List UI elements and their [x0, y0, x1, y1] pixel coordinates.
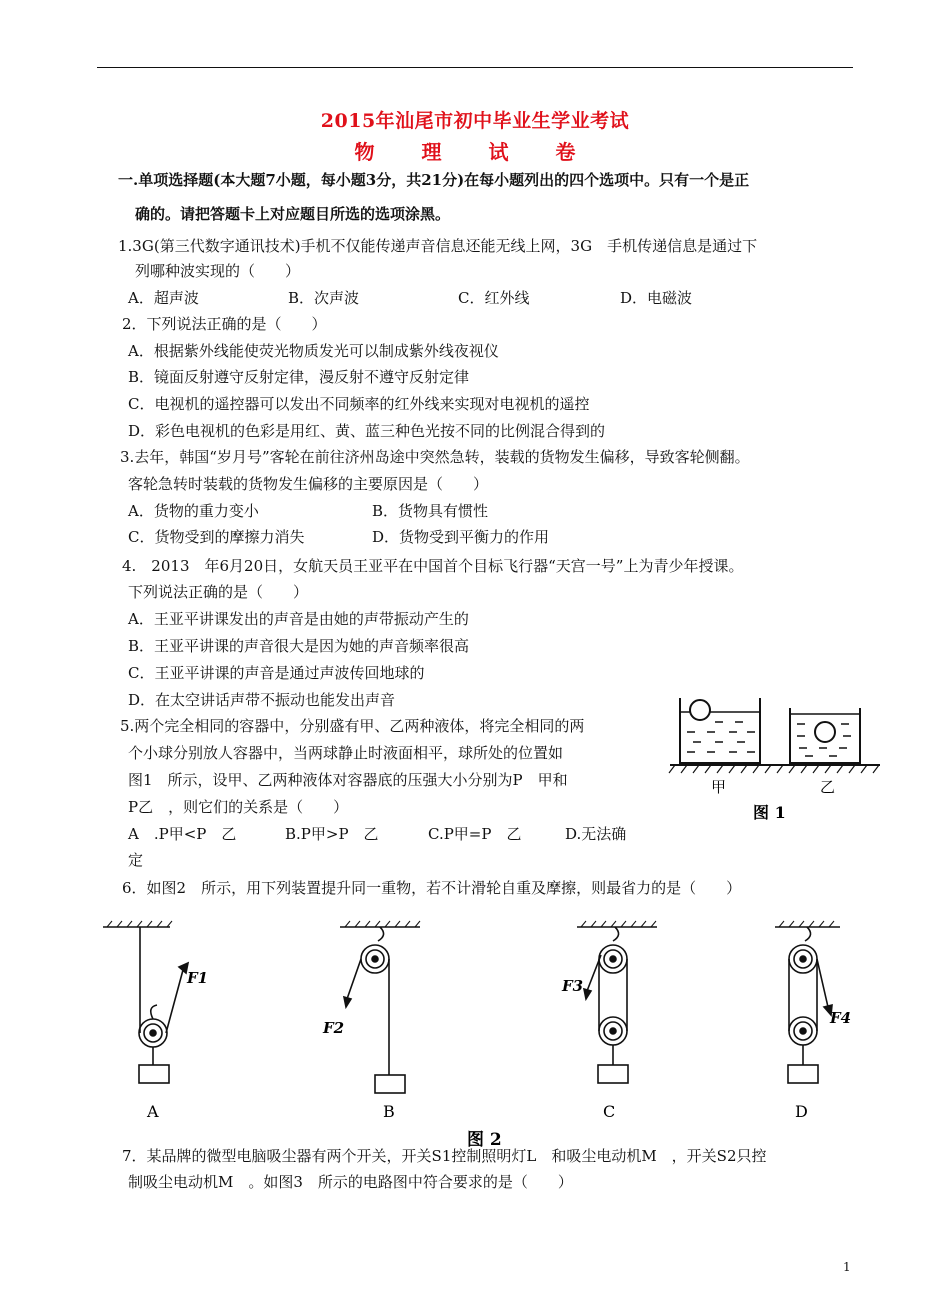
- q7-stem-line1: 7．某品牌的微型电脑吸尘器有两个开关，开关S1控制照明灯L 和吸尘电动机M ，开关S2只控: [122, 1147, 767, 1165]
- q3-stem-line1: 3.去年，韩国“岁月号”客轮在前往济州岛途中突然急转，装载的货物发生偏移，导致客轮侧翻。: [120, 448, 750, 466]
- pulley-setup-b: [340, 921, 420, 1093]
- section-heading-line2: 确的。请把答题卡上对应题目所选的选项涂黑。: [135, 205, 451, 223]
- pulley-setup-c: [577, 921, 657, 1083]
- setup-label-b: B: [383, 1102, 395, 1121]
- q3-stem-line2: 客轮急转时装载的货物发生偏移的主要原因是（ ）: [128, 475, 489, 493]
- q2-option-b: B．镜面反射遵守反射定律，漫反射不遵守反射定律: [128, 368, 470, 386]
- figure-1-containers: [665, 690, 885, 830]
- setup-label-a: A: [147, 1102, 159, 1121]
- pulley-setup-a: [103, 921, 188, 1135]
- q1-option-c: C．红外线: [458, 289, 530, 307]
- q1-stem-line1: 1.3G(第三代数字通讯技术)手机不仅能传递声音信息还能无线上网，3G 手机传递信息是通过下: [118, 237, 758, 255]
- q4-option-d: D．在太空讲话声带不振动也能发出声音: [128, 691, 396, 709]
- q1-option-b: B．次声波: [288, 289, 360, 307]
- force-label-f2: F2: [323, 1019, 345, 1037]
- q3-option-d: D．货物受到平衡力的作用: [372, 528, 550, 546]
- q5-stem-line3: 图1 所示，设甲、乙两种液体对容器底的压强大小分别为P 甲和: [128, 771, 568, 789]
- setup-label-c: C: [603, 1102, 616, 1121]
- q2-stem: 2．下列说法正确的是（ ）: [122, 315, 327, 333]
- figure-2-pulleys: [95, 915, 855, 1150]
- q4-option-c: C．王亚平讲课的声音是通过声波传回地球的: [128, 664, 425, 682]
- fig1-caption: 图 1: [753, 803, 786, 822]
- q5-stem-line1: 5.两个完全相同的容器中，分别盛有甲、乙两种液体，将完全相同的两: [120, 717, 585, 735]
- top-rule: [97, 67, 853, 68]
- setup-label-d: D: [795, 1102, 808, 1121]
- q6-stem: 6．如图2 所示，用下列装置提升同一重物，若不计滑轮自重及摩擦，则最省力的是（ ）: [122, 879, 742, 897]
- force-label-f4: F4: [830, 1009, 852, 1027]
- fig1-label-yi: 乙: [820, 778, 836, 796]
- ball-yi: [815, 722, 835, 742]
- q7-stem-line2: 制吸尘电动机M 。如图3 所示的电路图中符合要求的是（ ）: [128, 1173, 573, 1191]
- q1-option-d: D．电磁波: [620, 289, 693, 307]
- q4-stem-line2: 下列说法正确的是（ ）: [128, 583, 309, 601]
- q4-option-a: A．王亚平讲课发出的声音是由她的声带振动产生的: [128, 610, 469, 628]
- q1-option-a: A．超声波: [128, 289, 199, 307]
- q5-option-b: B.P甲>P 乙: [285, 825, 379, 843]
- exam-title: 2015年汕尾市初中毕业生学业考试: [320, 110, 630, 132]
- q3-option-c: C．货物受到的摩擦力消失: [128, 528, 305, 546]
- q1-stem-line2: 列哪种波实现的（ ）: [135, 262, 301, 280]
- fig1-label-jia: 甲: [711, 778, 727, 796]
- q3-option-a: A．货物的重力变小: [128, 502, 259, 520]
- q2-option-c: C．电视机的遥控器可以发出不同频率的红外线来实现对电视机的遥控: [128, 395, 590, 413]
- fig2-caption: 图 2: [467, 1130, 502, 1150]
- q3-option-b: B．货物具有惯性: [372, 502, 489, 520]
- q5-option-d: D.无法确: [565, 825, 627, 843]
- ball-jia: [690, 700, 710, 720]
- q2-option-a: A．根据紫外线能使荧光物质发光可以制成紫外线夜视仪: [128, 342, 499, 360]
- q4-option-b: B．王亚平讲课的声音很大是因为她的声音频率很高: [128, 637, 470, 655]
- section-heading-line1: 一.单项选择题(本大题7小题，每小题3分，共21分)在每小题列出的四个选项中。只有一个是正: [118, 171, 750, 189]
- q2-option-d: D．彩色电视机的色彩是用红、黄、蓝三种色光按不同的比例混合得到的: [128, 422, 606, 440]
- q5-stem-line2: 个小球分别放人容器中，当两球静止时液面相平，球所处的位置如: [128, 744, 564, 762]
- force-label-f1: F1: [187, 969, 209, 987]
- exam-subtitle: 物 理 试 卷: [354, 140, 596, 164]
- q5-option-c: C.P甲=P 乙: [428, 825, 522, 843]
- q5-stem-line6: 定: [128, 851, 144, 869]
- container-yi: [790, 708, 860, 763]
- q5-option-a: A .P甲<P 乙: [128, 825, 237, 843]
- q5-stem-line4: P乙 ，则它们的关系是（ ）: [128, 798, 349, 816]
- q4-stem-line1: 4. 2013 年6月20日，女航天员王亚平在中国首个目标飞行器“天宫一号”上为青少年授课。: [122, 557, 744, 575]
- pulley-setup-d: [775, 921, 840, 1083]
- page-number: 1: [843, 1260, 851, 1274]
- container-jia: [680, 698, 760, 763]
- force-label-f3: F3: [562, 977, 584, 995]
